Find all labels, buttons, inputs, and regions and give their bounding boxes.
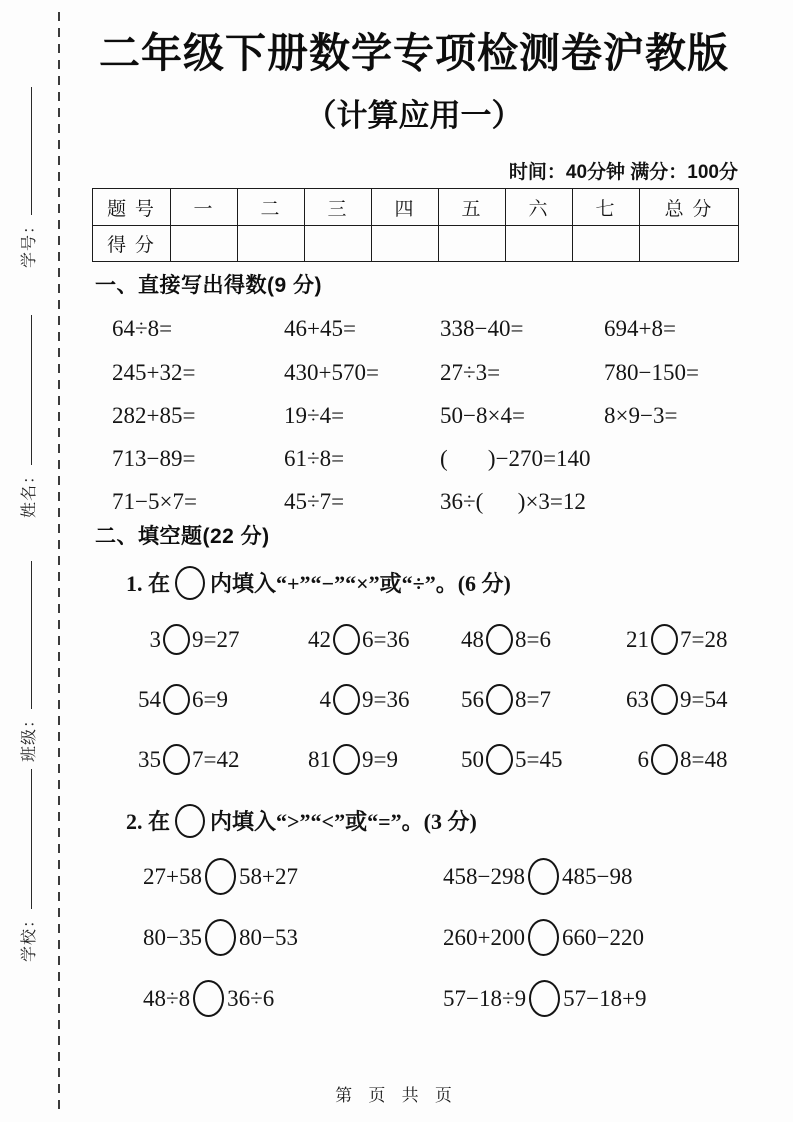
score-cell-blank <box>372 226 439 262</box>
left-expression: 260+200 <box>443 924 525 950</box>
operator-fill-problem <box>454 744 619 775</box>
right-expression: 485−98 <box>561 863 633 889</box>
score-label: 得 分 <box>93 226 171 262</box>
right-side: 9=54 <box>680 686 728 712</box>
math-problem-fill-blank: ( )−270=140 <box>440 446 591 471</box>
operator-circle <box>333 624 360 655</box>
comparison-row <box>143 858 632 895</box>
right-side: 9=9 <box>362 746 398 772</box>
question-number-row <box>93 189 739 226</box>
question2-instruction <box>126 804 477 838</box>
question-col-6: 六 <box>506 189 573 226</box>
page-footer: 第 页 共 页 <box>335 1086 458 1105</box>
margin-dashed-line <box>58 12 60 1110</box>
left-operand: 50 <box>461 746 484 772</box>
math-problem: 50−8×4= <box>440 403 525 428</box>
quick-calc-row <box>112 401 677 431</box>
comparison-problem <box>443 980 647 1017</box>
right-side: 7=42 <box>192 746 240 772</box>
operator-circle <box>651 624 678 655</box>
quick-calc-row <box>112 487 604 517</box>
left-operand: 48 <box>461 626 484 652</box>
math-problem: 45÷7= <box>284 489 345 514</box>
right-expression: 660−220 <box>561 924 644 950</box>
right-side: 6=9 <box>192 686 228 712</box>
operator-fill-row <box>131 624 727 655</box>
score-table <box>92 188 739 262</box>
math-problem: 71−5×7= <box>112 489 197 514</box>
name-blank-line <box>31 315 32 465</box>
operator-circle <box>163 744 190 775</box>
math-problem-fill-blank: 36÷( )×3=12 <box>440 489 586 514</box>
right-side: 8=6 <box>515 626 551 652</box>
question1-instruction <box>126 566 511 600</box>
operator-circle <box>333 744 360 775</box>
left-expression: 27+58 <box>143 863 202 889</box>
comparison-row <box>143 919 644 956</box>
comparison-problem <box>443 858 632 895</box>
section2-heading: 二、填空题(22 分) <box>95 525 270 548</box>
school-label: 学校： <box>21 910 38 962</box>
sidebar-field-school <box>16 769 39 962</box>
total-score-header: 总 分 <box>640 189 739 226</box>
math-problem: 694+8= <box>604 316 676 341</box>
right-side: 9=36 <box>362 686 410 712</box>
math-problem: 713−89= <box>112 446 196 471</box>
left-operand: 4 <box>319 686 331 712</box>
comparison-row <box>143 980 647 1017</box>
left-expression: 458−298 <box>443 863 525 889</box>
right-expression: 58+27 <box>238 863 298 889</box>
left-expression: 80−35 <box>143 924 202 950</box>
left-operand: 42 <box>308 626 331 652</box>
comparison-problem <box>143 980 443 1017</box>
student-id-label: 学号： <box>21 216 38 268</box>
right-side: 6=36 <box>362 626 410 652</box>
sidebar-field-name <box>16 315 39 518</box>
operator-fill-problem <box>131 684 301 715</box>
comparison-problem <box>143 858 443 895</box>
question-col-7: 七 <box>573 189 640 226</box>
math-problem: 282+85= <box>112 403 196 428</box>
quick-calc-row <box>112 358 699 388</box>
operator-fill-problem <box>454 684 619 715</box>
right-expression: 80−53 <box>238 924 298 950</box>
operator-fill-problem <box>619 684 727 715</box>
right-expression: 36÷6 <box>227 985 275 1011</box>
score-cell-blank <box>439 226 506 262</box>
section1-heading: 一、直接写出得数(9 分) <box>95 274 322 297</box>
math-problem: 780−150= <box>604 360 699 385</box>
operator-fill-problem <box>454 624 619 655</box>
left-operand: 3 <box>149 626 161 652</box>
time-limit-info: 时间：40分钟 满分：100分 <box>508 162 738 183</box>
comparison-problem <box>443 919 644 956</box>
page-title: 二年级下册数学专项检测卷沪教版 <box>99 30 729 76</box>
question-col-1: 一 <box>171 189 238 226</box>
question-col-3: 三 <box>305 189 372 226</box>
quick-calc-row <box>112 444 604 474</box>
right-side: 8=7 <box>515 686 551 712</box>
comparison-circle <box>528 858 559 895</box>
question-col-5: 五 <box>439 189 506 226</box>
score-cell-blank <box>506 226 573 262</box>
operator-fill-problem <box>301 624 454 655</box>
comparison-problem <box>143 919 443 956</box>
blank-circle-icon <box>175 804 205 838</box>
operator-circle <box>486 684 513 715</box>
left-operand: 63 <box>626 686 649 712</box>
math-problem: 430+570= <box>284 360 379 385</box>
blank-circle-icon <box>175 566 205 600</box>
question1-prefix: 1. 在 <box>126 571 171 596</box>
math-problem: 338−40= <box>440 316 524 341</box>
operator-circle <box>163 624 190 655</box>
operator-circle <box>486 624 513 655</box>
math-problem: 46+45= <box>284 316 356 341</box>
operator-fill-problem <box>301 684 454 715</box>
operator-fill-problem <box>131 744 301 775</box>
question-number-header: 题 号 <box>93 189 171 226</box>
operator-circle <box>651 684 678 715</box>
comparison-circle <box>205 919 236 956</box>
student-id-blank-line <box>31 87 32 215</box>
right-side: 7=28 <box>680 626 728 652</box>
right-side: 9=27 <box>192 626 240 652</box>
class-label: 班级： <box>21 710 38 762</box>
sidebar-field-student-id <box>16 87 39 268</box>
math-problem: 19÷4= <box>284 403 345 428</box>
comparison-circle <box>193 980 224 1017</box>
comparison-circle <box>205 858 236 895</box>
quick-calc-row <box>112 314 676 344</box>
comparison-circle <box>528 919 559 956</box>
left-operand: 56 <box>461 686 484 712</box>
left-operand: 6 <box>637 746 649 772</box>
sidebar-field-class <box>16 561 39 762</box>
score-cell-blank <box>573 226 640 262</box>
left-expression: 57−18÷9 <box>443 985 527 1011</box>
question2-prefix: 2. 在 <box>126 809 171 834</box>
question-col-4: 四 <box>372 189 439 226</box>
name-label: 姓名： <box>21 466 38 518</box>
question1-suffix: 内填入“+”“−”“×”或“÷”。(6 分) <box>210 571 511 596</box>
score-cell-blank <box>640 226 739 262</box>
score-cell-blank <box>171 226 238 262</box>
right-side: 5=45 <box>515 746 563 772</box>
left-operand: 21 <box>626 626 649 652</box>
math-problem: 245+32= <box>112 360 196 385</box>
operator-circle <box>651 744 678 775</box>
score-row <box>93 226 739 262</box>
operator-circle <box>486 744 513 775</box>
math-problem: 8×9−3= <box>604 403 678 428</box>
question-col-2: 二 <box>238 189 305 226</box>
operator-circle <box>333 684 360 715</box>
left-operand: 54 <box>138 686 161 712</box>
question2-suffix: 内填入“>”“<”或“=”。(3 分) <box>210 809 477 834</box>
score-cell-blank <box>305 226 372 262</box>
score-cell-blank <box>238 226 305 262</box>
class-blank-line <box>31 561 32 709</box>
math-problem: 27÷3= <box>440 360 501 385</box>
math-problem: 64÷8= <box>112 316 173 341</box>
operator-fill-row <box>131 684 727 715</box>
operator-circle <box>163 684 190 715</box>
operator-fill-problem <box>619 744 727 775</box>
operator-fill-row <box>131 744 727 775</box>
operator-fill-problem <box>619 624 727 655</box>
right-expression: 57−18+9 <box>563 985 647 1011</box>
left-operand: 35 <box>138 746 161 772</box>
comparison-circle <box>529 980 560 1017</box>
left-operand: 81 <box>308 746 331 772</box>
left-expression: 48÷8 <box>143 985 191 1011</box>
school-blank-line <box>31 769 32 909</box>
right-side: 8=48 <box>680 746 728 772</box>
page-subtitle: （计算应用一） <box>305 98 523 133</box>
operator-fill-problem <box>301 744 454 775</box>
math-problem: 61÷8= <box>284 446 345 471</box>
operator-fill-problem <box>131 624 301 655</box>
